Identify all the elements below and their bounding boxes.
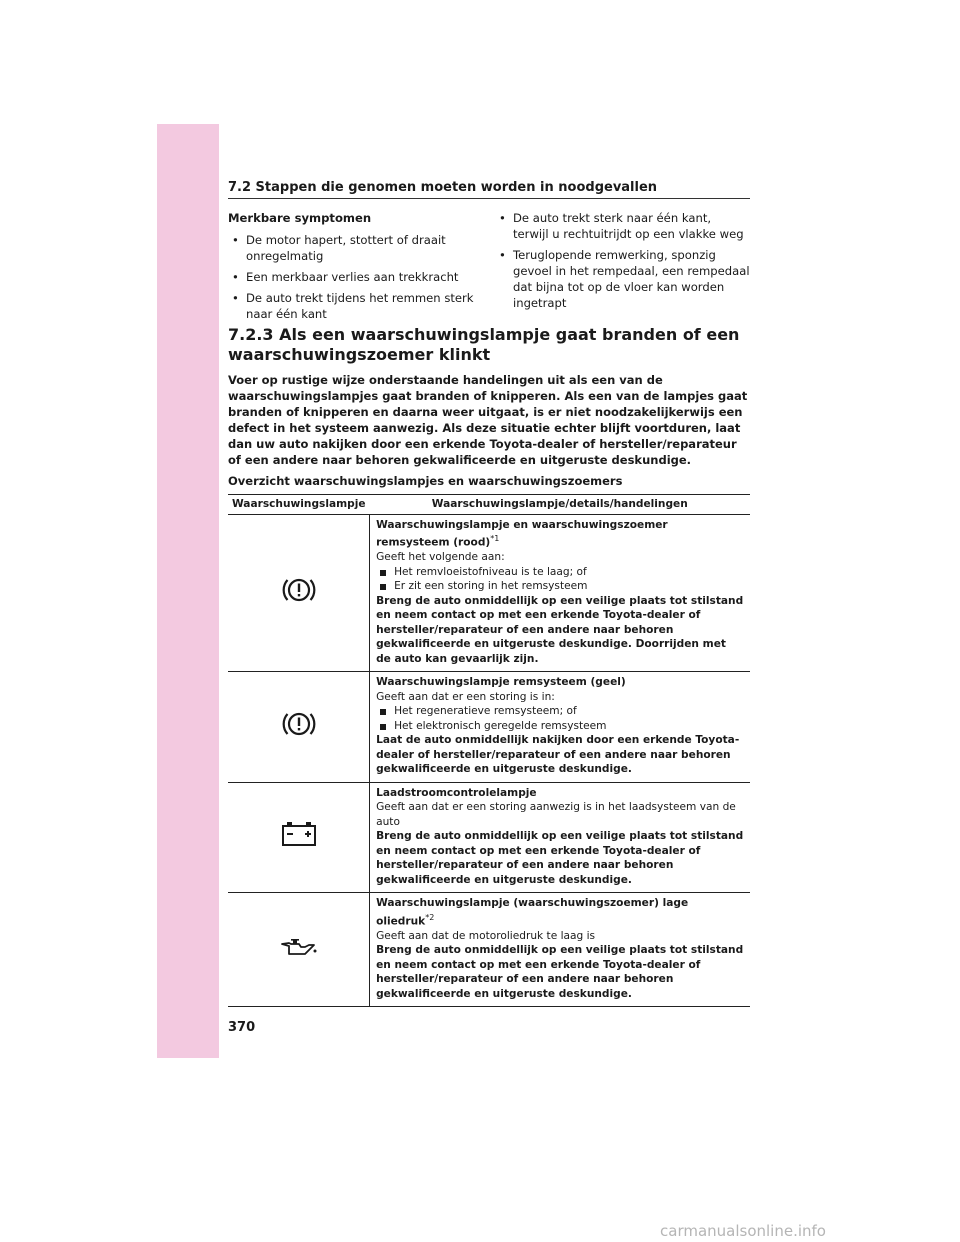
battery-icon <box>280 820 318 848</box>
table-header-row <box>228 495 750 515</box>
list-item: Het regeneratieve remsysteem; of <box>376 704 744 719</box>
table-row <box>228 893 750 1007</box>
details-cell <box>370 782 750 893</box>
row-title: Laadstroomcontrolelampje <box>376 786 537 799</box>
oil-can-icon <box>279 935 319 957</box>
symptoms-right-column <box>495 210 750 316</box>
warning-lights-table <box>228 494 750 1007</box>
row-action: Laat de auto onmiddellijk nakijken door een erkende Toyota-dealer of hersteller/reparateur of een andere naar behoren gekwalificeerde en uitgeruste deskundige. <box>376 734 740 776</box>
row-action: Breng de auto onmiddellijk op een veilige plaats tot stilstand en neem contact op met een erkende Toyota-dealer of hersteller/reparateur of een andere naar behoren gekwalificeerde en uitgeruste deskundige. <box>376 830 744 886</box>
row-title: Waarschuwingslampje remsysteem (geel) <box>376 676 626 689</box>
footnote-ref: *2 <box>425 912 435 922</box>
list-item: • Een merkbaar verlies aan trekkracht <box>228 269 478 285</box>
row-action: Breng de auto onmiddellijk op een veilige plaats tot stilstand en neem contact op met een erkende Toyota-dealer of hersteller/reparateur of een andere naar behoren gekwalificeerde en uitgeruste deskundige. Doorrijden met de auto kan gevaarlijk zijn. <box>376 594 744 665</box>
details-cell <box>370 514 750 672</box>
column-header: Waarschuwingslampje <box>228 495 370 515</box>
list-item: Er zit een storing in het remsysteem <box>376 579 744 594</box>
section-title: 7.2.3 Als een waarschuwingslampje gaat branden of een waarschuwingszoemer klinkt <box>228 325 740 364</box>
list-item: • De auto trekt tijdens het remmen sterk naar één kant <box>228 290 478 322</box>
list-item: • De motor hapert, stottert of draait onregelmatig <box>228 232 478 264</box>
section-intro: Voer op rustige wijze onderstaande handelingen uit als een van de waarschuwingslampjes gaat branden of knipperen. Als een van de lampjes gaat branden of knipperen en daarna weer uitgaat, is er niet noodzakelijkerwijs een defect in het systeem aanwezig. Als deze situatie echter blijft voortduren, laat dan uw auto nakijken door een erkende Toyota-dealer of hersteller/reparateur of een andere naar behoren gekwalificeerde en uitgeruste deskundige. <box>228 373 748 467</box>
icon-cell <box>228 514 370 672</box>
symptoms-list-left <box>228 232 478 322</box>
page-side-tab <box>157 124 219 1058</box>
row-text: Geeft aan dat er een storing aanwezig is in het laadsysteem van de auto <box>376 801 736 828</box>
details-cell <box>370 672 750 783</box>
page-number: 370 <box>228 1020 256 1035</box>
list-item: Het elektronisch geregelde remsysteem <box>376 719 744 734</box>
row-title: Waarschuwingslampje (waarschuwingszoemer) lage oliedruk <box>376 897 689 928</box>
row-text: Geeft het volgende aan: <box>376 551 505 564</box>
table-row <box>228 672 750 783</box>
list-item: • Teruglopende remwerking, sponzig gevoel in het rempedaal, een rempedaal dat bijna tot op de vloer kan worden ingetrapt <box>495 247 750 311</box>
icon-cell <box>228 782 370 893</box>
symptoms-heading: Merkbare symptomen <box>228 211 372 225</box>
table-row <box>228 782 750 893</box>
brake-warning-icon <box>281 709 317 739</box>
column-header: Waarschuwingslampje/details/handelingen <box>370 495 750 515</box>
chapter-header: 7.2 Stappen die genomen moeten worden in noodgevallen <box>228 180 658 195</box>
table-title: Overzicht waarschuwingslampjes en waarschuwingszoemers <box>228 474 623 488</box>
header-divider <box>228 198 750 199</box>
brake-warning-icon <box>281 575 317 605</box>
footnote-ref: *1 <box>490 534 500 543</box>
symptoms-list-right <box>495 210 750 311</box>
table-row <box>228 514 750 672</box>
icon-cell <box>228 893 370 1007</box>
watermark: carmanualsonline.info <box>660 1222 826 1240</box>
row-title: Waarschuwingslampje en waarschuwingszoemer remsysteem (rood) <box>376 518 668 549</box>
row-text: Geeft aan dat er een storing is in: <box>376 690 555 703</box>
list-item: Het remvloeistofniveau is te laag; of <box>376 565 744 580</box>
details-cell <box>370 893 750 1007</box>
list-item: • De auto trekt sterk naar één kant, terwijl u rechtuitrijdt op een vlakke weg <box>495 210 750 242</box>
symptoms-left-column <box>228 210 478 327</box>
row-action: Breng de auto onmiddellijk op een veilige plaats tot stilstand en neem contact op met een erkende Toyota-dealer of hersteller/reparateur of een andere naar behoren gekwalificeerde en uitgeruste deskundige. <box>376 944 744 1000</box>
row-text: Geeft aan dat de motoroliedruk te laag is <box>376 929 596 942</box>
icon-cell <box>228 672 370 783</box>
